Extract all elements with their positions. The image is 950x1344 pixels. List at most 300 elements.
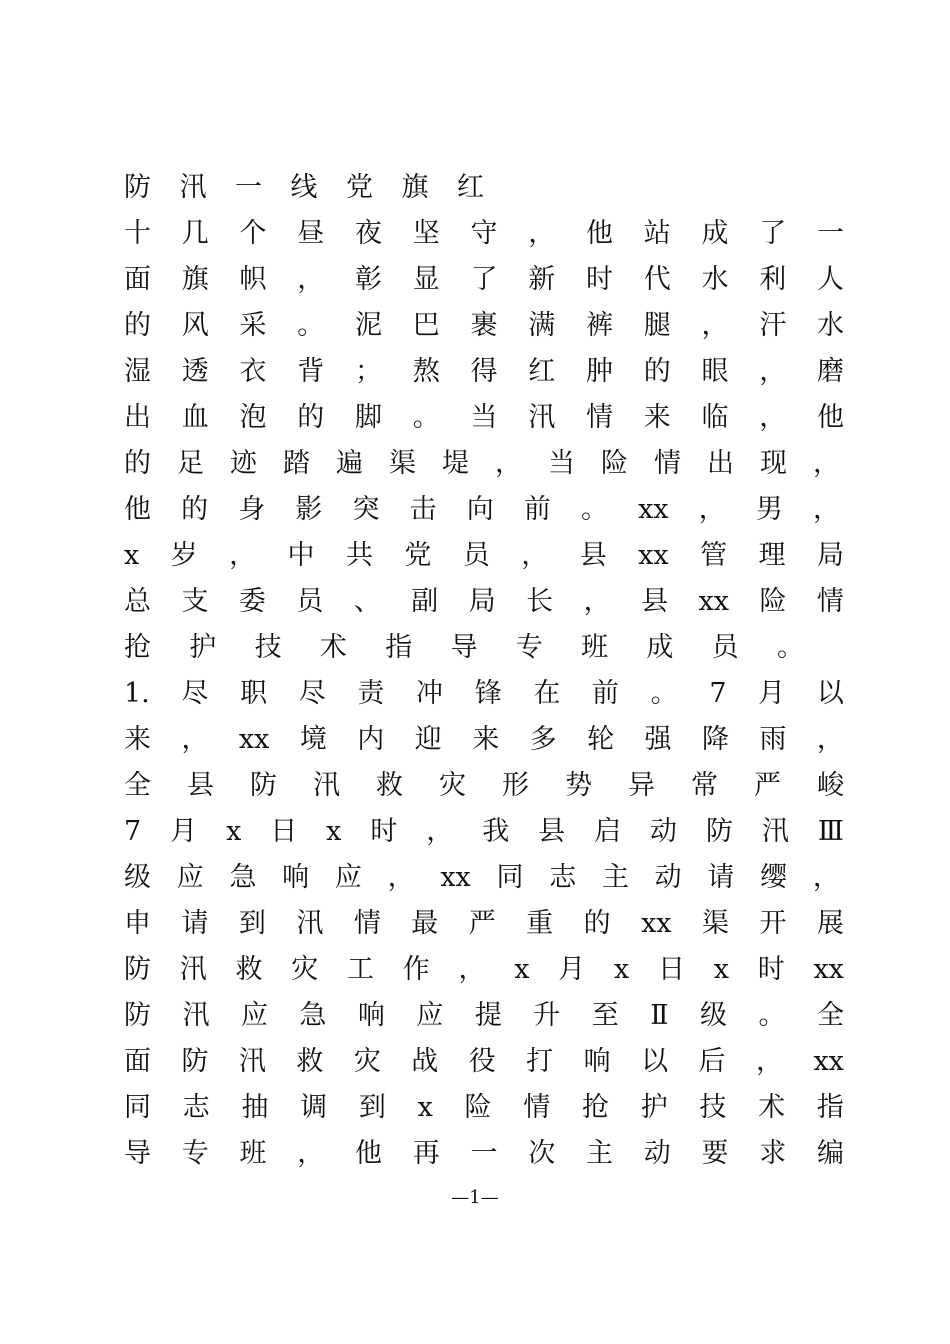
- text-token: 防: [124, 1000, 151, 1031]
- text-token: 他: [817, 402, 844, 433]
- text-token: 月: [758, 678, 786, 709]
- text-token: Ⅲ: [817, 816, 844, 847]
- text-token: 志: [182, 1092, 210, 1123]
- text-token: ，: [759, 356, 787, 387]
- text-token: 7: [124, 816, 142, 847]
- text-token: 灾: [291, 954, 319, 985]
- text-token: 夜: [355, 218, 382, 249]
- text-token: 内: [357, 724, 385, 755]
- text-line: [124, 446, 840, 482]
- text-token: 出: [707, 448, 734, 479]
- text-token: 红: [528, 356, 556, 387]
- text-token: ，: [426, 816, 454, 847]
- text-line: [124, 216, 844, 252]
- text-token: 日: [270, 816, 298, 847]
- text-token: 工: [347, 954, 374, 985]
- text-token: 时: [757, 954, 785, 985]
- text-line: [124, 262, 844, 298]
- text-token: 前: [592, 678, 620, 709]
- text-token: 展: [816, 908, 844, 939]
- text-token: 的: [181, 494, 209, 525]
- text-token: 来: [643, 402, 671, 433]
- text-token: 他: [586, 218, 613, 249]
- text-token: xx: [698, 586, 729, 617]
- text-token: 县: [579, 540, 607, 571]
- text-token: 他: [355, 1138, 382, 1169]
- text-token: 役: [468, 1046, 496, 1077]
- text-token: 导: [124, 1138, 151, 1169]
- text-token: 救: [296, 1046, 324, 1077]
- text-token: 局: [468, 586, 496, 617]
- text-token: 泡: [239, 402, 267, 433]
- text-token: 至: [591, 1000, 619, 1031]
- text-token: 术: [319, 632, 347, 663]
- text-token: 启: [594, 816, 622, 847]
- text-token: 几: [181, 218, 209, 249]
- text-token: 时: [586, 264, 613, 295]
- text-token: 险: [464, 1092, 492, 1123]
- text-token: 十: [124, 218, 151, 249]
- text-token: 责: [357, 678, 385, 709]
- text-token: 情: [523, 1092, 551, 1123]
- text-token: 势: [565, 770, 592, 801]
- text-token: 雨: [759, 724, 787, 755]
- text-line: [124, 308, 844, 344]
- text-token: 新: [528, 264, 556, 295]
- text-token: 时: [370, 816, 398, 847]
- text-token: 的: [583, 908, 611, 939]
- text-token: 遍: [336, 448, 363, 479]
- text-token: 员: [462, 540, 490, 571]
- text-token: 开: [759, 908, 787, 939]
- text-token: 理: [758, 540, 786, 571]
- text-token: 男: [755, 494, 783, 525]
- text-token: 级: [700, 1000, 728, 1031]
- text-token: 志: [549, 862, 577, 893]
- text-token: 来: [472, 724, 500, 755]
- text-token: 应: [334, 862, 362, 893]
- text-token: 出: [124, 402, 151, 433]
- text-token: 动: [654, 862, 682, 893]
- text-token: 现: [760, 448, 787, 479]
- text-token: 动: [650, 816, 678, 847]
- text-token: 腿: [643, 310, 671, 341]
- text-token: 利: [759, 264, 787, 295]
- text-token: 险: [759, 586, 787, 617]
- text-token: 情: [654, 448, 681, 479]
- text-token: 应: [240, 1000, 268, 1031]
- text-token: 站: [643, 218, 671, 249]
- text-token: 裹: [470, 310, 498, 341]
- text-token: 裤: [586, 310, 613, 341]
- text-token: ，: [583, 586, 611, 617]
- text-token: 的: [124, 448, 151, 479]
- text-token: 降: [702, 724, 729, 755]
- text-token: 泥: [355, 310, 382, 341]
- text-token: 渠: [702, 908, 729, 939]
- text-token: 水: [817, 310, 844, 341]
- text-token: ，: [812, 862, 840, 893]
- text-token: 党: [346, 172, 373, 203]
- text-token: 县: [641, 586, 669, 617]
- text-token: 一: [817, 218, 844, 249]
- text-token: 前: [523, 494, 551, 525]
- text-token: 到: [238, 908, 266, 939]
- text-token: 汛: [182, 1000, 210, 1031]
- text-token: 次: [528, 1138, 556, 1169]
- text-token: 作: [402, 954, 430, 985]
- text-token: 技: [254, 632, 282, 663]
- text-token: x: [417, 1092, 433, 1123]
- text-token: 肿: [586, 356, 613, 387]
- text-token: 申: [124, 908, 151, 939]
- text-token: 护: [189, 632, 217, 663]
- text-token: 应: [416, 1000, 444, 1031]
- text-token: 身: [238, 494, 266, 525]
- text-token: 防: [124, 954, 151, 985]
- text-line: [124, 492, 840, 528]
- text-token: ；: [355, 356, 382, 387]
- text-token: 采: [239, 310, 267, 341]
- text-token: 急: [229, 862, 257, 893]
- text-token: 血: [181, 402, 209, 433]
- text-token: 急: [299, 1000, 327, 1031]
- text-token: 代: [643, 264, 671, 295]
- text-token: 。: [581, 494, 608, 525]
- text-token: ，: [458, 954, 486, 985]
- text-token: 峻: [817, 770, 844, 801]
- text-token: 提: [474, 1000, 502, 1031]
- text-token: 调: [300, 1092, 328, 1123]
- text-token: 我: [482, 816, 510, 847]
- text-token: 救: [235, 954, 263, 985]
- text-token: 彰: [355, 264, 382, 295]
- text-token: 湿: [124, 356, 151, 387]
- text-token: 踏: [283, 448, 310, 479]
- text-token: 到: [358, 1092, 386, 1123]
- text-token: 了: [759, 218, 787, 249]
- text-token: 。: [412, 402, 440, 433]
- text-token: 指: [816, 1092, 844, 1123]
- text-token: 汛: [528, 402, 556, 433]
- text-line: [124, 722, 844, 758]
- text-token: xx: [641, 908, 672, 939]
- text-token: 1.: [124, 678, 150, 709]
- text-token: ，: [528, 218, 556, 249]
- text-token: 再: [412, 1138, 440, 1169]
- text-line: [124, 676, 844, 712]
- text-token: 以: [641, 1046, 669, 1077]
- text-line: [124, 400, 844, 436]
- text-token: 以: [816, 678, 844, 709]
- text-token: 抢: [124, 632, 151, 663]
- text-token: 战: [411, 1046, 439, 1077]
- text-token: 守: [470, 218, 498, 249]
- text-token: 旗: [181, 264, 209, 295]
- text-token: 昼: [297, 218, 325, 249]
- text-token: 迎: [414, 724, 442, 755]
- text-token: 险: [601, 448, 628, 479]
- text-token: 防: [250, 770, 277, 801]
- text-token: 月: [558, 954, 586, 985]
- text-token: 形: [502, 770, 529, 801]
- text-token: 党: [404, 540, 432, 571]
- text-token: 人: [817, 264, 844, 295]
- text-token: 防: [124, 172, 151, 203]
- text-token: 的: [124, 310, 151, 341]
- text-token: 面: [124, 1046, 151, 1077]
- text-line: [124, 1136, 844, 1172]
- text-token: 尽: [181, 678, 209, 709]
- text-token: 坚: [412, 218, 440, 249]
- text-token: 轮: [587, 724, 615, 755]
- page-number: —1—: [451, 1187, 499, 1208]
- text-token: 来: [124, 724, 151, 755]
- text-token: x: [613, 954, 630, 985]
- text-token: 透: [181, 356, 209, 387]
- text-token: 县: [187, 770, 214, 801]
- text-token: 面: [124, 264, 151, 295]
- text-token: 日: [657, 954, 685, 985]
- text-token: 熬: [412, 356, 440, 387]
- text-token: xx: [813, 1046, 844, 1077]
- text-token: ，: [495, 448, 522, 479]
- text-token: 情: [586, 402, 613, 433]
- text-token: xx: [238, 724, 270, 755]
- text-token: 风: [181, 310, 209, 341]
- text-token: x: [514, 954, 530, 985]
- text-line: [124, 998, 844, 1034]
- text-token: 防: [181, 1046, 209, 1077]
- text-token: Ⅱ: [650, 1000, 669, 1031]
- text-token: 尽: [298, 678, 326, 709]
- text-token: 冲: [416, 678, 444, 709]
- text-token: ，: [229, 540, 257, 571]
- text-token: 班: [581, 632, 609, 663]
- text-token: 的: [643, 356, 671, 387]
- text-token: ，: [521, 540, 549, 571]
- text-token: 班: [239, 1138, 267, 1169]
- text-token: 眼: [701, 356, 729, 387]
- text-line: [124, 354, 844, 390]
- text-token: 情: [353, 908, 381, 939]
- text-token: 副: [411, 586, 439, 617]
- text-line: [124, 768, 844, 804]
- text-token: 磨: [817, 356, 844, 387]
- text-token: x: [124, 540, 140, 571]
- text-token: 灾: [439, 770, 466, 801]
- text-line: [124, 584, 844, 620]
- text-token: ，: [297, 264, 325, 295]
- text-token: 。: [776, 632, 804, 663]
- text-token: 强: [644, 724, 672, 755]
- text-token: 局: [816, 540, 844, 571]
- text-token: 防: [705, 816, 733, 847]
- text-token: 请: [181, 908, 209, 939]
- text-line: [124, 906, 844, 942]
- text-token: 动: [643, 1138, 671, 1169]
- text-token: 重: [526, 908, 554, 939]
- text-token: 。: [297, 310, 325, 341]
- text-token: 一: [235, 172, 262, 203]
- text-token: ，: [181, 724, 209, 755]
- text-token: 员: [711, 632, 739, 663]
- text-token: ，: [701, 310, 729, 341]
- text-token: 足: [177, 448, 204, 479]
- text-token: 月: [170, 816, 198, 847]
- text-token: 一: [470, 1138, 498, 1169]
- text-token: 了: [470, 264, 498, 295]
- text-token: 全: [124, 770, 151, 801]
- text-token: 境: [299, 724, 327, 755]
- text-token: 汛: [179, 172, 207, 203]
- text-token: 升: [533, 1000, 561, 1031]
- text-token: 求: [759, 1138, 787, 1169]
- text-token: 编: [817, 1138, 844, 1169]
- text-token: ，: [812, 494, 840, 525]
- text-token: 。: [758, 1000, 786, 1031]
- text-token: 最: [411, 908, 439, 939]
- text-token: 响: [583, 1046, 611, 1077]
- text-token: ，: [698, 494, 726, 525]
- text-token: 护: [640, 1092, 668, 1123]
- text-token: 得: [470, 356, 498, 387]
- text-token: 多: [529, 724, 557, 755]
- text-token: 汛: [313, 770, 340, 801]
- text-token: 7: [709, 678, 727, 709]
- text-token: 汛: [238, 1046, 266, 1077]
- text-token: 主: [586, 1138, 613, 1169]
- text-token: 成: [646, 632, 674, 663]
- text-token: 后: [698, 1046, 726, 1077]
- text-token: ，: [813, 448, 840, 479]
- text-token: xx: [638, 540, 669, 571]
- text-token: 同: [124, 1092, 151, 1123]
- text-token: 当: [470, 402, 498, 433]
- text-token: ，: [759, 402, 787, 433]
- text-token: 同: [496, 862, 524, 893]
- text-token: 巴: [412, 310, 440, 341]
- text-token: 向: [466, 494, 494, 525]
- text-token: 在: [533, 678, 561, 709]
- text-token: 级: [124, 862, 151, 893]
- text-token: 个: [239, 218, 267, 249]
- text-token: 水: [701, 264, 729, 295]
- text-token: ，: [387, 862, 415, 893]
- text-token: 显: [412, 264, 440, 295]
- text-token: 导: [450, 632, 478, 663]
- text-token: 要: [701, 1138, 729, 1169]
- text-token: 脚: [355, 402, 382, 433]
- text-line: [124, 814, 844, 850]
- text-token: 他: [124, 494, 151, 525]
- text-token: 成: [701, 218, 729, 249]
- text-token: 堤: [442, 448, 469, 479]
- text-line: [124, 952, 844, 988]
- text-token: x: [713, 954, 729, 985]
- text-token: ，: [755, 1046, 783, 1077]
- text-token: 红: [457, 172, 484, 203]
- text-token: 旗: [401, 172, 429, 203]
- text-line: [124, 1090, 844, 1126]
- text-token: 术: [758, 1092, 786, 1123]
- text-token: 的: [297, 402, 325, 433]
- text-token: 岁: [170, 540, 198, 571]
- text-token: 严: [468, 908, 496, 939]
- text-token: 严: [754, 770, 781, 801]
- text-token: xx: [638, 494, 669, 525]
- text-token: 临: [701, 402, 729, 433]
- text-token: 专: [515, 632, 543, 663]
- text-token: 锋: [474, 678, 502, 709]
- text-token: 中: [287, 540, 315, 571]
- text-token: 线: [290, 172, 318, 203]
- text-token: 汛: [179, 954, 207, 985]
- text-token: 管: [700, 540, 728, 571]
- text-token: 全: [816, 1000, 844, 1031]
- text-token: ，: [816, 724, 844, 755]
- text-token: 应: [176, 862, 204, 893]
- text-token: 、: [353, 586, 381, 617]
- text-line: [124, 538, 844, 574]
- text-token: 员: [296, 586, 324, 617]
- text-token: x: [326, 816, 342, 847]
- text-token: 影: [295, 494, 323, 525]
- text-token: 汗: [759, 310, 787, 341]
- text-token: 情: [816, 586, 844, 617]
- text-token: 异: [628, 770, 655, 801]
- text-token: 抢: [581, 1092, 609, 1123]
- document-title: [124, 170, 484, 206]
- text-token: ，: [297, 1138, 325, 1169]
- text-token: 。: [650, 678, 678, 709]
- text-token: 职: [240, 678, 268, 709]
- text-token: 常: [691, 770, 718, 801]
- text-token: 县: [538, 816, 566, 847]
- text-token: 共: [345, 540, 373, 571]
- text-token: 缨: [760, 862, 788, 893]
- text-line: [124, 630, 804, 666]
- text-token: 当: [548, 448, 575, 479]
- text-token: 支: [181, 586, 209, 617]
- text-token: 长: [526, 586, 554, 617]
- text-token: 总: [124, 586, 151, 617]
- text-token: 技: [699, 1092, 727, 1123]
- text-token: 指: [385, 632, 413, 663]
- text-token: 衣: [239, 356, 267, 387]
- text-token: x: [226, 816, 242, 847]
- text-token: 满: [528, 310, 556, 341]
- text-token: 帜: [239, 264, 267, 295]
- text-token: 专: [181, 1138, 209, 1169]
- text-token: xx: [813, 954, 844, 985]
- text-token: 请: [707, 862, 735, 893]
- text-line: [124, 860, 840, 896]
- text-token: 打: [526, 1046, 554, 1077]
- text-token: 渠: [389, 448, 416, 479]
- text-token: 响: [282, 862, 310, 893]
- text-token: 主: [601, 862, 629, 893]
- text-token: 迹: [230, 448, 257, 479]
- text-token: 救: [376, 770, 403, 801]
- text-token: 背: [297, 356, 325, 387]
- text-token: 汛: [296, 908, 324, 939]
- text-token: 汛: [761, 816, 789, 847]
- text-token: 击: [409, 494, 437, 525]
- text-token: 响: [357, 1000, 385, 1031]
- text-token: 灾: [353, 1046, 381, 1077]
- text-line: [124, 1044, 844, 1080]
